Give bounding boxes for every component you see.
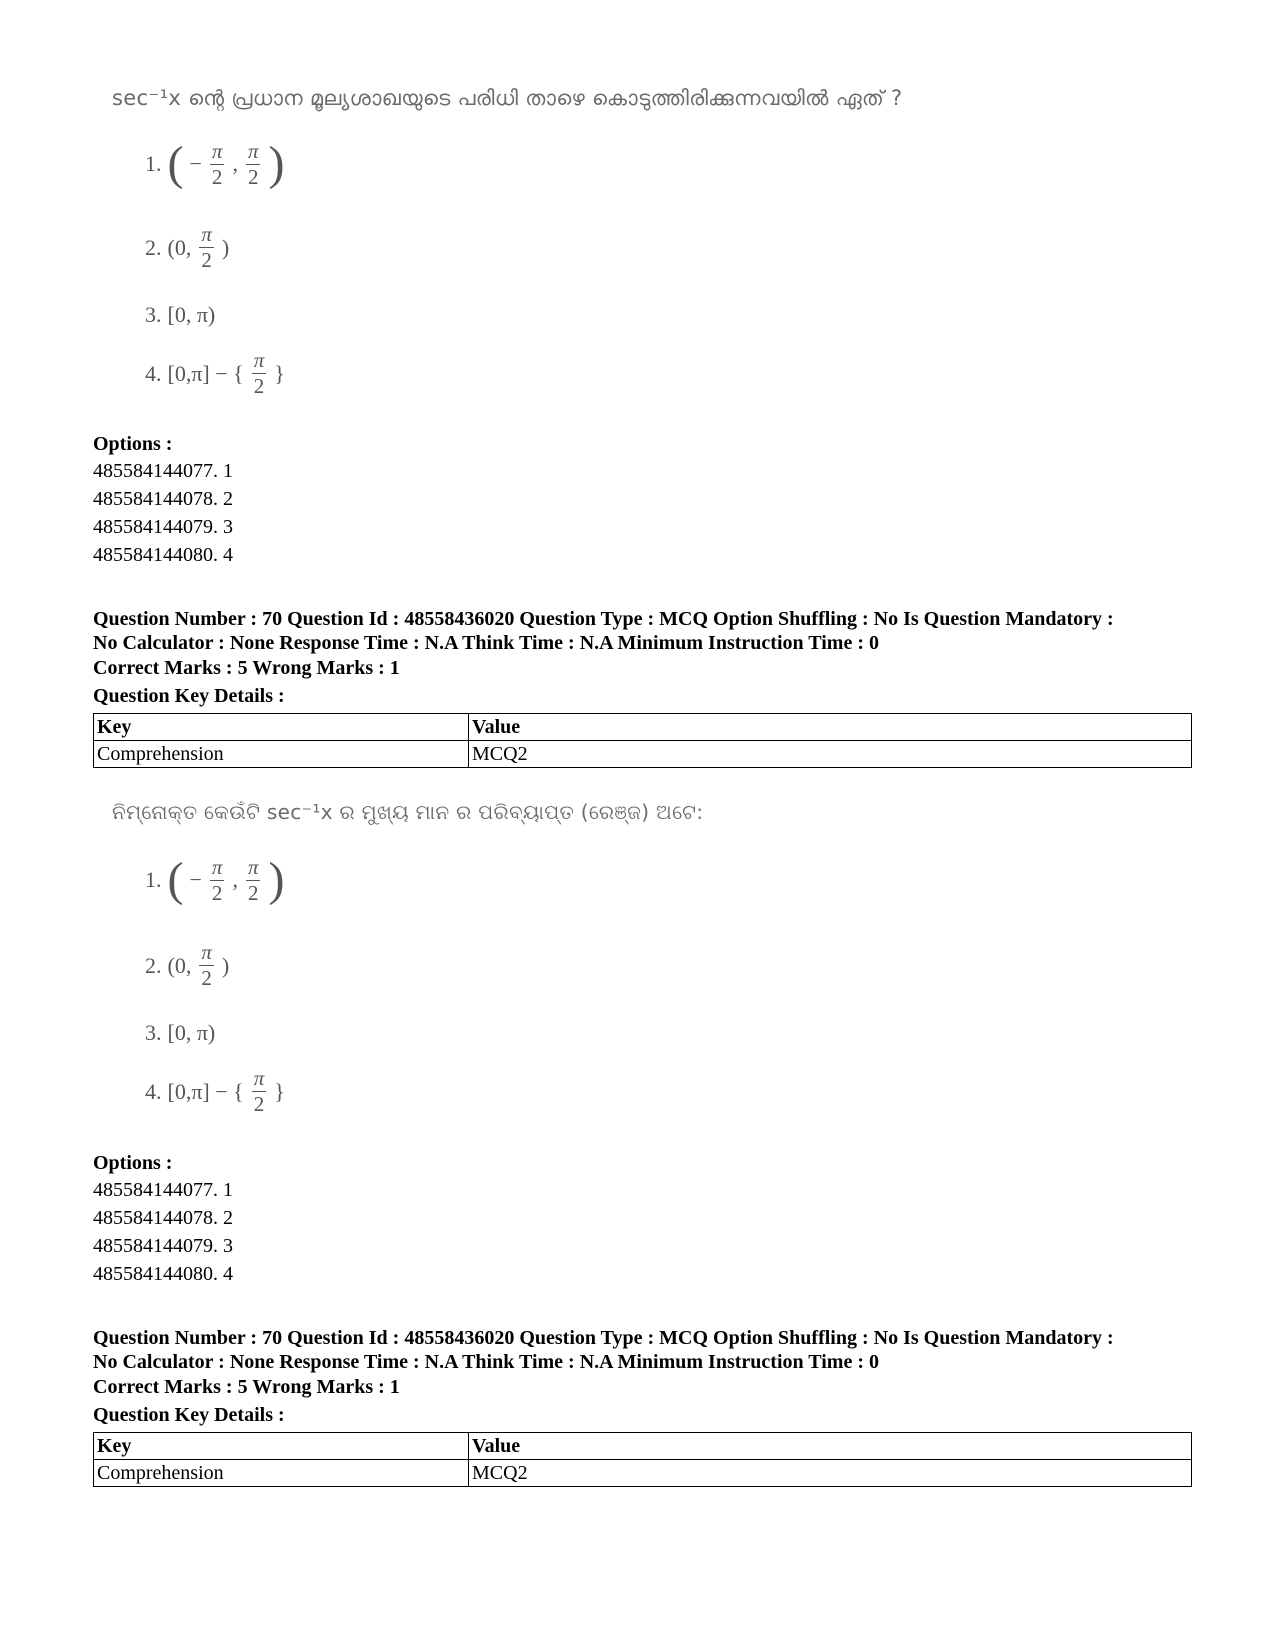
- answer-choice-4: [145, 350, 285, 397]
- numerator: π: [253, 1066, 265, 1090]
- numerator: π: [253, 348, 265, 372]
- answer-choice-2: [145, 224, 229, 271]
- minus-sign: −: [189, 867, 202, 892]
- choice-number: 4.: [145, 360, 162, 386]
- cell-key: Comprehension: [94, 1460, 469, 1487]
- answer-choice-1: [145, 137, 285, 190]
- header-value: Value: [469, 1433, 1192, 1460]
- close-paren: ): [268, 137, 285, 190]
- numerator: π: [247, 138, 259, 163]
- table-header-row: [94, 1433, 1192, 1460]
- denominator: 2: [201, 966, 212, 990]
- choice-number: 2.: [145, 234, 162, 260]
- header-key: Key: [94, 714, 469, 741]
- marks-line: Correct Marks : 5 Wrong Marks : 1: [93, 657, 400, 679]
- set-close: }: [274, 360, 285, 386]
- interval-prefix: [0,π] − {: [167, 360, 244, 386]
- question-text-odia: ନିମ୍ନୋକ୍ତ କେଉଁଟି sec⁻¹x ର ମୁଖ୍ୟ ମାନ ର ପରିବ୍ୟାପ୍ତ (ରେଞ୍ଜ) ଅଟେ:: [112, 800, 704, 824]
- key-value-table: [93, 713, 1192, 768]
- denominator: 2: [253, 374, 265, 398]
- fraction: [252, 350, 267, 397]
- meta-line-1: Question Number : 70 Question Id : 48558436020 Question Type : MCQ Option Shuffling : No Is Question Mandatory :: [93, 1327, 1114, 1349]
- interval-open: (0,: [167, 952, 192, 978]
- fraction: [199, 942, 214, 989]
- option-id-3: 485584144079. 3: [93, 1235, 233, 1257]
- option-id-1: 485584144077. 1: [93, 1179, 233, 1201]
- meta-line-2: No Calculator : None Response Time : N.A Think Time : N.A Minimum Instruction Time : 0: [93, 632, 879, 654]
- option-id-3: 485584144079. 3: [93, 516, 233, 538]
- interval-close: ): [221, 234, 230, 260]
- answer-choice-2: [145, 942, 229, 989]
- interval: [0, π): [167, 302, 216, 327]
- header-key: Key: [94, 1433, 469, 1460]
- answer-choice-3: [145, 1020, 215, 1046]
- key-details-heading: Question Key Details :: [93, 1404, 285, 1426]
- options-heading: Options :: [93, 433, 173, 455]
- cell-key: Comprehension: [94, 741, 469, 768]
- numerator: π: [201, 940, 212, 964]
- fraction: [246, 854, 261, 905]
- key-value-table: [93, 1432, 1192, 1487]
- table-header-row: [94, 714, 1192, 741]
- fraction: [246, 138, 261, 189]
- cell-value: MCQ2: [469, 741, 1192, 768]
- choice-number: 1.: [145, 867, 162, 892]
- interval: [0, π): [167, 1020, 216, 1045]
- choice-number: 2.: [145, 952, 162, 978]
- cell-value: MCQ2: [469, 1460, 1192, 1487]
- minus-sign: −: [189, 151, 202, 176]
- comma: ,: [232, 867, 238, 892]
- option-id-2: 485584144078. 2: [93, 1207, 233, 1229]
- close-paren: ): [268, 853, 285, 906]
- choice-number: 1.: [145, 151, 162, 176]
- answer-choice-1: [145, 853, 285, 906]
- fraction: [210, 138, 225, 189]
- denominator: 2: [247, 164, 259, 189]
- option-id-1: 485584144077. 1: [93, 460, 233, 482]
- meta-line-2: No Calculator : None Response Time : N.A Think Time : N.A Minimum Instruction Time : 0: [93, 1351, 879, 1373]
- numerator: π: [211, 854, 223, 879]
- denominator: 2: [253, 1092, 265, 1116]
- fraction: [199, 224, 214, 271]
- options-heading: Options :: [93, 1152, 173, 1174]
- interval-open: (0,: [167, 234, 192, 260]
- key-details-heading: Question Key Details :: [93, 685, 285, 707]
- open-paren: (: [167, 853, 184, 906]
- choice-number: 3.: [145, 302, 162, 327]
- set-close: }: [274, 1078, 285, 1104]
- choice-number: 4.: [145, 1078, 162, 1104]
- interval-prefix: [0,π] − {: [167, 1078, 244, 1104]
- question-meta: [93, 1326, 1193, 1374]
- option-id-2: 485584144078. 2: [93, 488, 233, 510]
- table-row: [94, 1460, 1192, 1487]
- numerator: π: [201, 222, 212, 246]
- denominator: 2: [247, 880, 259, 905]
- option-id-4: 485584144080. 4: [93, 1263, 233, 1285]
- answer-choice-4: [145, 1068, 285, 1115]
- interval-close: ): [221, 952, 230, 978]
- question-text-malayalam: sec⁻¹x ന്റെ പ്രധാന മൂല്യശാഖയുടെ പരിധി താഴെ കൊടുത്തിരിക്കുന്നവയിൽ ഏത് ?: [112, 86, 903, 110]
- denominator: 2: [201, 248, 212, 272]
- option-id-4: 485584144080. 4: [93, 544, 233, 566]
- choice-number: 3.: [145, 1020, 162, 1045]
- denominator: 2: [211, 880, 223, 905]
- comma: ,: [232, 151, 238, 176]
- marks-line: Correct Marks : 5 Wrong Marks : 1: [93, 1376, 400, 1398]
- denominator: 2: [211, 164, 223, 189]
- fraction: [210, 854, 225, 905]
- numerator: π: [211, 138, 223, 163]
- open-paren: (: [167, 137, 184, 190]
- question-meta: [93, 607, 1193, 655]
- table-row: [94, 741, 1192, 768]
- answer-choice-3: [145, 302, 215, 328]
- numerator: π: [247, 854, 259, 879]
- fraction: [252, 1068, 267, 1115]
- header-value: Value: [469, 714, 1192, 741]
- meta-line-1: Question Number : 70 Question Id : 48558436020 Question Type : MCQ Option Shuffling : No Is Question Mandatory :: [93, 608, 1114, 630]
